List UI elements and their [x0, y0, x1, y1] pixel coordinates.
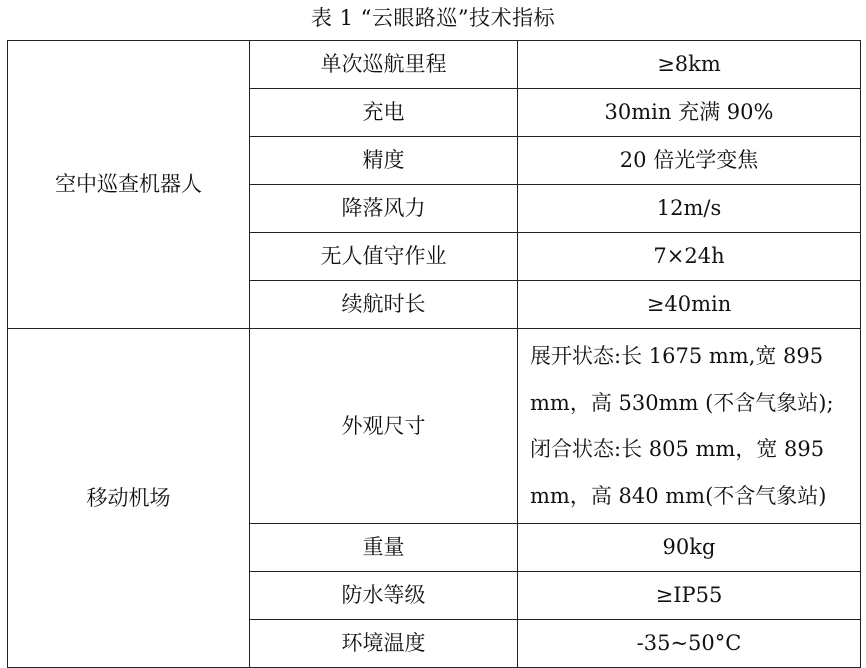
value-cell: ≥40min [518, 281, 861, 329]
dimension-line: 展开状态:长 1675 mm,宽 895 [530, 344, 824, 368]
value-cell: 20 倍光学变焦 [518, 137, 861, 185]
param-cell: 续航时长 [250, 281, 518, 329]
table-row [8, 41, 861, 89]
value-cell: 12m/s [518, 185, 861, 233]
value-cell: 90kg [518, 524, 861, 572]
value-cell: ≥IP55 [518, 572, 861, 620]
param-cell: 充电 [250, 89, 518, 137]
group-name-cell: 空中巡查机器人 [8, 41, 250, 329]
dimension-line: 闭合状态:长 805 mm，宽 895 [530, 437, 825, 461]
dimension-line: mm，高 530mm (不含气象站); [530, 390, 834, 415]
value-cell: -35~50°C [518, 620, 861, 668]
param-cell: 防水等级 [250, 572, 518, 620]
param-cell: 无人值守作业 [250, 233, 518, 281]
value-cell: 30min 充满 90% [518, 89, 861, 137]
table-caption: 表 1 “云眼路巡”技术指标 [310, 6, 556, 30]
param-cell: 单次巡航里程 [250, 41, 518, 89]
value-cell: 7×24h [518, 233, 861, 281]
param-cell: 外观尺寸 [250, 329, 518, 524]
dimension-value-cell [518, 329, 861, 524]
group-name-cell: 移动机场 [8, 329, 250, 668]
dimension-line: mm，高 840 mm(不含气象站) [530, 483, 827, 508]
value-cell: ≥8km [518, 41, 861, 89]
param-cell: 降落风力 [250, 185, 518, 233]
param-cell: 环境温度 [250, 620, 518, 668]
table-row [8, 329, 861, 524]
spec-table [7, 40, 861, 668]
param-cell: 精度 [250, 137, 518, 185]
param-cell: 重量 [250, 524, 518, 572]
